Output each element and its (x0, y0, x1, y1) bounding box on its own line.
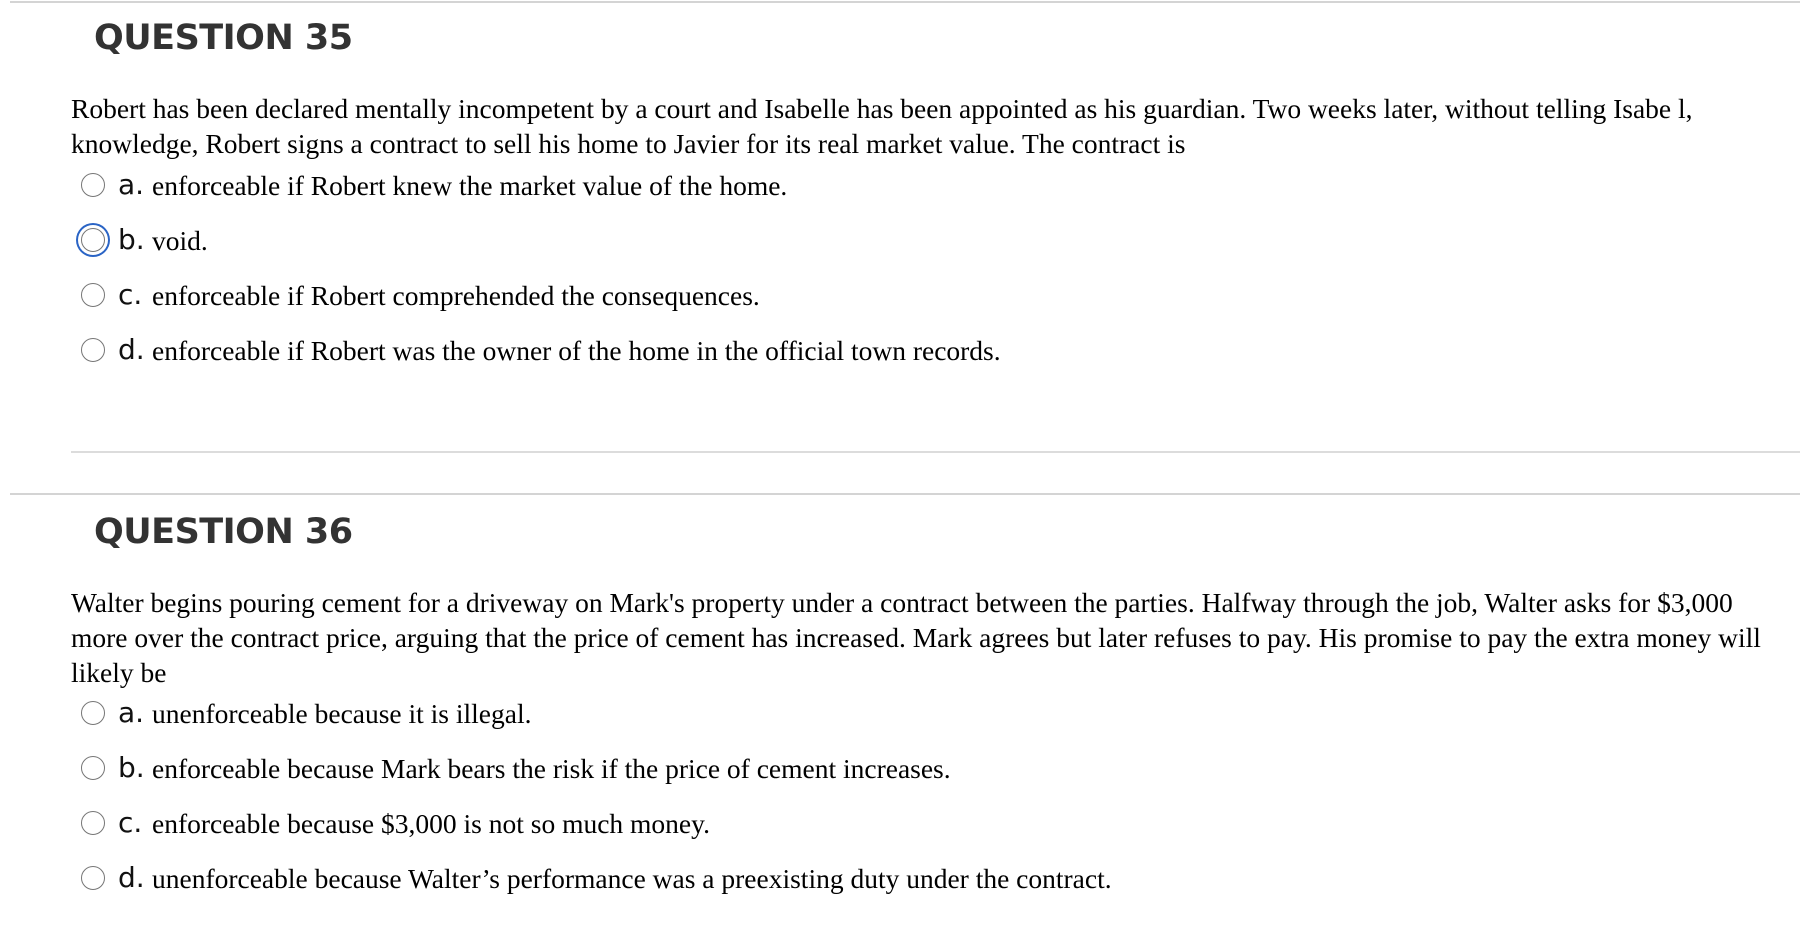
radio-button[interactable] (81, 338, 105, 362)
option-text: void. (152, 225, 208, 256)
question-text: Walter begins pouring cement for a driveway on Mark's property under a contract between the parties. Halfway through the job, Walter asks for $3,000 more over the contract price, arguing that the price of cement has increased. Mark agrees but later refuses to pay. His promise to pay the extra money will likely be (71, 587, 1761, 688)
radio-button[interactable] (81, 756, 105, 780)
question-divider (71, 451, 1800, 453)
radio-button[interactable] (81, 866, 105, 890)
option-text: enforceable if Robert comprehended the consequences. (152, 280, 760, 311)
option-letter: a. (118, 696, 145, 729)
option-letter: c. (118, 806, 143, 839)
option-text: enforceable because Mark bears the risk if the price of cement increases. (152, 753, 951, 784)
radio-button[interactable] (81, 283, 105, 307)
question-heading: QUESTION 36 (94, 512, 353, 552)
radio-button[interactable] (81, 701, 105, 725)
option-text: enforceable if Robert knew the market value of the home. (152, 170, 788, 201)
option-letter: c. (118, 278, 143, 311)
radio-button[interactable] (81, 228, 105, 252)
option-text: unenforceable because Walter’s performance was a preexisting duty under the contract. (152, 863, 1112, 894)
radio-button[interactable] (81, 173, 105, 197)
option-text: enforceable because $3,000 is not so much money. (152, 808, 710, 839)
option-letter: d. (118, 333, 145, 366)
radio-button[interactable] (81, 811, 105, 835)
option-letter: b. (118, 751, 145, 784)
option-letter: b. (118, 223, 145, 256)
question-text: Robert has been declared mentally incompetent by a court and Isabelle has been appointed as his guardian. Two weeks later, without telling Isabe l, knowledge, Robert signs a contract to sell his home to Javier for its real market value. The contract is (71, 93, 1693, 159)
top-divider (10, 1, 1800, 3)
option-text: enforceable if Robert was the owner of the home in the official town records. (152, 335, 1001, 366)
section-divider (10, 493, 1800, 495)
option-text: unenforceable because it is illegal. (152, 698, 532, 729)
option-letter: a. (118, 168, 145, 201)
option-letter: d. (118, 861, 145, 894)
question-heading: QUESTION 35 (94, 18, 353, 58)
